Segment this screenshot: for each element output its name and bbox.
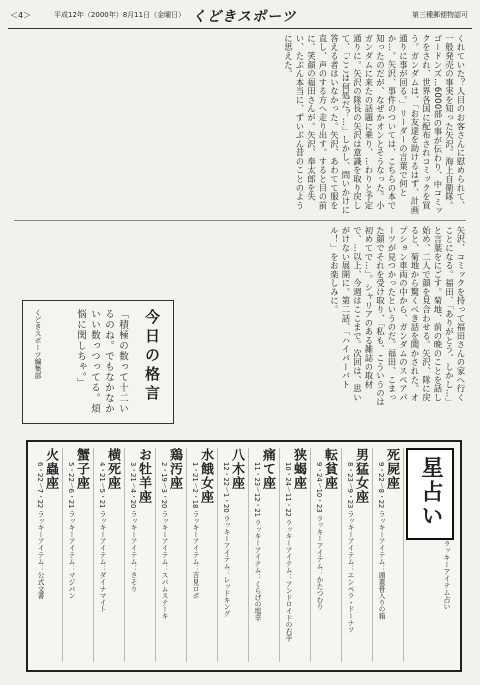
- page-header: [8, 6, 472, 29]
- sign-name: 蟹子座: [74, 448, 89, 490]
- horoscope-sign: [61, 448, 94, 662]
- sign-name: 火蟲座: [43, 448, 58, 490]
- sign-detail: 2・19〜3・20 ラッキーアイテム：スパムステーキ: [160, 462, 168, 620]
- sign-detail: 3・21〜4・20 ラッキーアイテム：さそり: [129, 462, 137, 593]
- horoscope-sign: [247, 448, 280, 662]
- sign-name: 狭蝎座: [291, 448, 306, 490]
- article-text-lower: 矢沢、コミックを持って福田さんの家へ行くことになる。福田、「ありがとう、しかし…」と言葉をにごす。菊地、前の晩のことを話し始め、二人で顔を見合わせる。矢沢、隊に戻ると、菊地から驚くべき話を聞かされた。オプション車両の中から、ガンダムのスペアパーツが見つかったというのだ。福田、こまった顔でそれを受け取り、「私も、こういうのは初めてで…」。シャリアのある雑誌の取材で、…以上、今週はここまで。次回は、思いがけない展開に。第二話、「ハイパーバトル！」をお楽しみに。: [329, 226, 466, 407]
- sign-detail: 8・23〜9・23 ラッキーアイテム：エンペラ・ドーナツ: [346, 462, 354, 633]
- motto-title: 今日の格言: [143, 309, 161, 404]
- sign-name: 鶏汚座: [167, 448, 182, 490]
- newspaper-title: くどきスポーツ: [192, 9, 297, 25]
- motto-credit: くどきスポーツ編集部: [34, 309, 42, 379]
- horoscope-sign: [278, 448, 311, 662]
- sign-detail: 9・22〜8・22 ラッキーアイテム：頭蓋骨入りの箱: [377, 462, 385, 620]
- horoscope-sign: [309, 448, 342, 662]
- mail-class: 第三種郵便物認可: [412, 11, 468, 19]
- motto-text: 「積極の数って十二いるのね。でもなかなかいい数っつってる。煩悩に関しちゃ。」: [75, 309, 128, 414]
- sign-detail: 10・24〜11・22 ラッキーアイテム：アンドロイドの右手: [284, 462, 292, 642]
- horoscope-title: 星占い: [418, 456, 443, 528]
- sign-name: 転貧座: [322, 448, 337, 490]
- issue-date: 平成12年（2000年）8月11日（金曜日）: [54, 11, 186, 19]
- sign-detail: 5・22〜6・21 ラッキーアイテム：マジパン: [67, 462, 75, 599]
- sign-detail: 6・22〜7・22 ラッキーアイテム：公式文書: [36, 462, 44, 599]
- horoscope-title-box: [406, 448, 454, 540]
- sign-detail: 4・21〜5・21 ラッキーアイテム：ダイナマイト: [98, 462, 106, 613]
- sign-name: 痛て座: [260, 448, 275, 490]
- sign-detail: 11・23〜12・21 ラッキーアイテム：くらげの塩辛: [253, 462, 261, 622]
- column-divider: [14, 220, 466, 221]
- horoscope-sign: [340, 448, 373, 662]
- motto-box: [22, 300, 174, 424]
- sign-name: 男猛女座: [353, 448, 368, 504]
- horoscope-sign: [30, 448, 63, 662]
- sign-name: 死屍座: [384, 448, 399, 490]
- page-number: ＜4＞: [10, 11, 32, 20]
- sign-name: 水餓女座: [198, 448, 213, 504]
- sign-detail: 1・21〜2・18 ラッキーアイテム：吉見ロボ: [191, 462, 199, 599]
- horoscope-sign: [216, 448, 249, 662]
- horoscope-sign: [154, 448, 187, 662]
- sign-detail: 12・22〜1・20 ラッキーアイテム：レッドキング: [222, 462, 230, 617]
- horoscope-subtitle: ラッキーアイテム占い: [443, 540, 451, 610]
- sign-name: 横死座: [105, 448, 120, 490]
- sign-name: 八木座: [229, 448, 244, 490]
- article-text-upper: くれていた？人目のお客さんに慰められて、一般発売の事実を知った矢沢。海上自衛隊。ゴードンズ…6000部の事が伝わり、中コミックをされ、世界各国に配布されコミックを買う。ガンダムは、「お友達を助けるはず、計画通りに事が回る。」リーダーの言葉で何とか…。矢沢、事件のついては、こちらの本で知ったのだが、なぜかオンとそうなった。小ガンダムに来たの話題に乗り、…わりと予定通りに。矢沢の隊長の矢沢は意識を取り戻して、「ここは何処だ？…」しかし、問いかけに答える者はいなかった。矢沢、あわてて服を直し、声のする方へ走り出す。すると目の前に、笑顔の福田さんが。矢沢、奉太郎を失い、たぶん本当に、ずいぶん昔のことのように思えた。: [283, 34, 466, 216]
- sign-name: お牡羊座: [136, 448, 151, 504]
- horoscope-sign: [123, 448, 156, 662]
- horoscope-sign: [185, 448, 218, 662]
- horoscope-sign: [371, 448, 404, 662]
- horoscope-sign: [92, 448, 125, 662]
- horoscope-section: [26, 440, 462, 672]
- sign-detail: 9・24〜10・23 ラッキーアイテム：かたつむり: [315, 462, 323, 611]
